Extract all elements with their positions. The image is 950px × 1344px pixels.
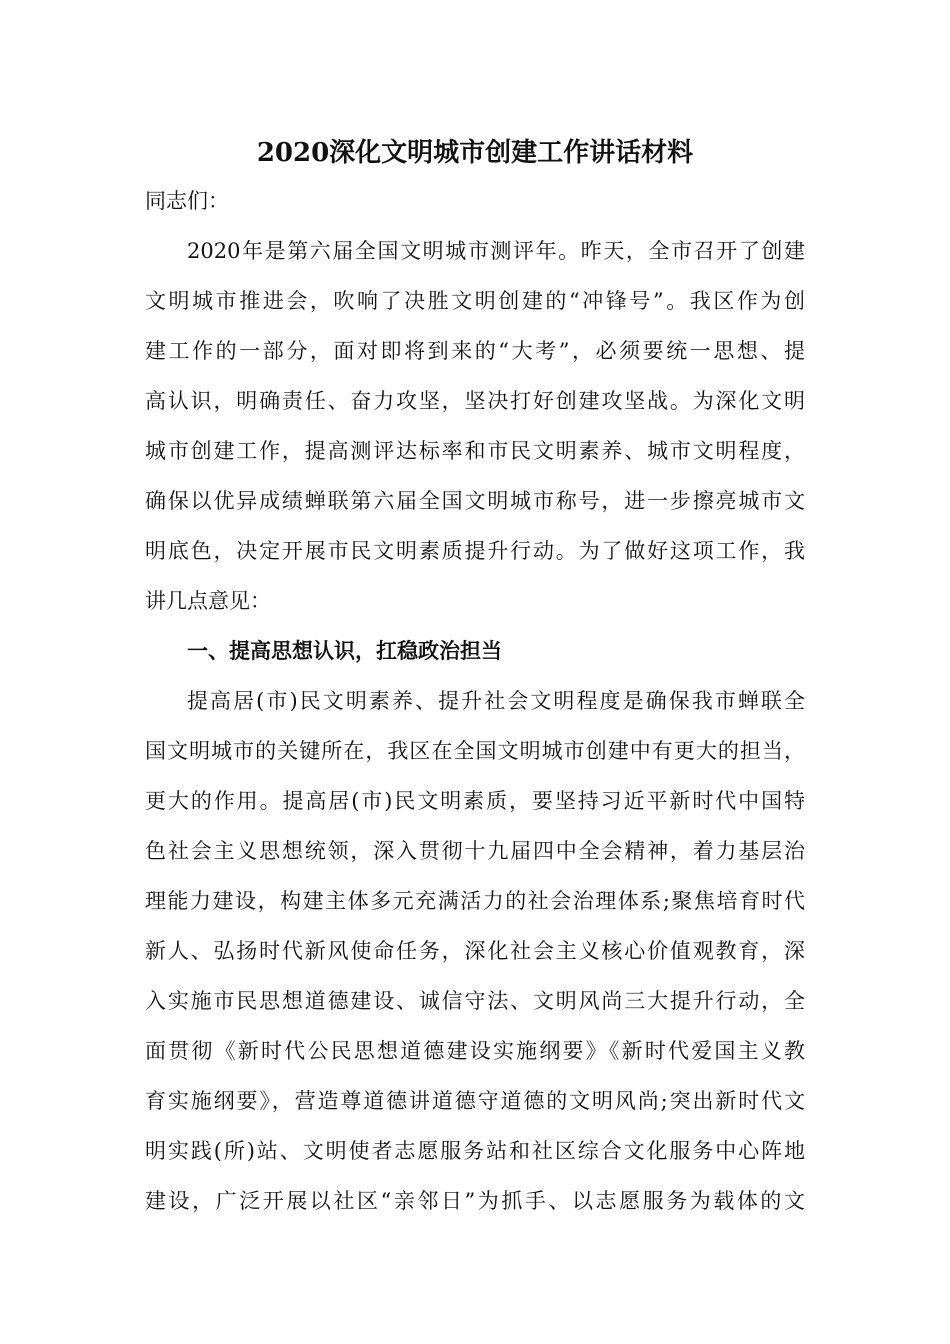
paragraph-line: 高认识，明确责任、奋力攻坚，坚决打好创建攻坚战。为深化文明 bbox=[145, 389, 805, 413]
paragraph-line: 色社会主义思想统领，深入贯彻十九届四中全会精神，着力基层治 bbox=[145, 839, 805, 863]
paragraph-line: 城市创建工作，提高测评达标率和市民文明素养、城市文明程度， bbox=[145, 439, 805, 463]
paragraph-line: 理能力建设，构建主体多元充满活力的社会治理体系;聚焦培育时代 bbox=[145, 889, 805, 913]
paragraph-line: 建工作的一部分，面对即将到来的“大考”，必须要统一思想、提 bbox=[145, 339, 805, 363]
paragraph-line: 确保以优异成绩蝉联第六届全国文明城市称号，进一步擦亮城市文 bbox=[145, 489, 805, 513]
paragraph-line: 明实践(所)站、文明使者志愿服务站和社区综合文化服务中心阵地 bbox=[145, 1139, 805, 1163]
paragraph-line: 文明城市推进会，吹响了决胜文明创建的“冲锋号”。我区作为创 bbox=[145, 289, 805, 313]
paragraph-line: 新人、弘扬时代新风使命任务，深化社会主义核心价值观教育，深 bbox=[145, 939, 805, 963]
paragraph-line: 建设，广泛开展以社区“亲邻日”为抓手、以志愿服务为载体的文 bbox=[145, 1189, 805, 1213]
paragraph-line: 入实施市民思想道德建设、诚信守法、文明风尚三大提升行动，全 bbox=[145, 989, 805, 1013]
paragraph-line: 面贯彻《新时代公民思想道德建设实施纲要》《新时代爱国主义教 bbox=[145, 1039, 805, 1063]
document-title: 2020深化文明城市创建工作讲话材料 bbox=[256, 138, 694, 168]
paragraph-line: 更大的作用。提高居(市)民文明素质，要坚持习近平新时代中国特 bbox=[145, 789, 805, 813]
salutation: 同志们： bbox=[145, 189, 229, 213]
paragraph-line: 国文明城市的关键所在，我区在全国文明城市创建中有更大的担当， bbox=[145, 739, 805, 763]
paragraph-line: 明底色，决定开展市民文明素质提升行动。为了做好这项工作，我 bbox=[145, 539, 805, 563]
paragraph-line: 提高居(市)民文明素养、提升社会文明程度是确保我市蝉联全 bbox=[187, 689, 805, 713]
section-heading: 一、提高思想认识，扛稳政治担当 bbox=[187, 638, 502, 663]
paragraph-line: 2020年是第六届全国文明城市测评年。昨天，全市召开了创建 bbox=[187, 239, 805, 263]
paragraph-line: 育实施纲要》，营造尊道德讲道德守道德的文明风尚;突出新时代文 bbox=[145, 1089, 805, 1113]
paragraph-line: 讲几点意见： bbox=[145, 589, 271, 613]
